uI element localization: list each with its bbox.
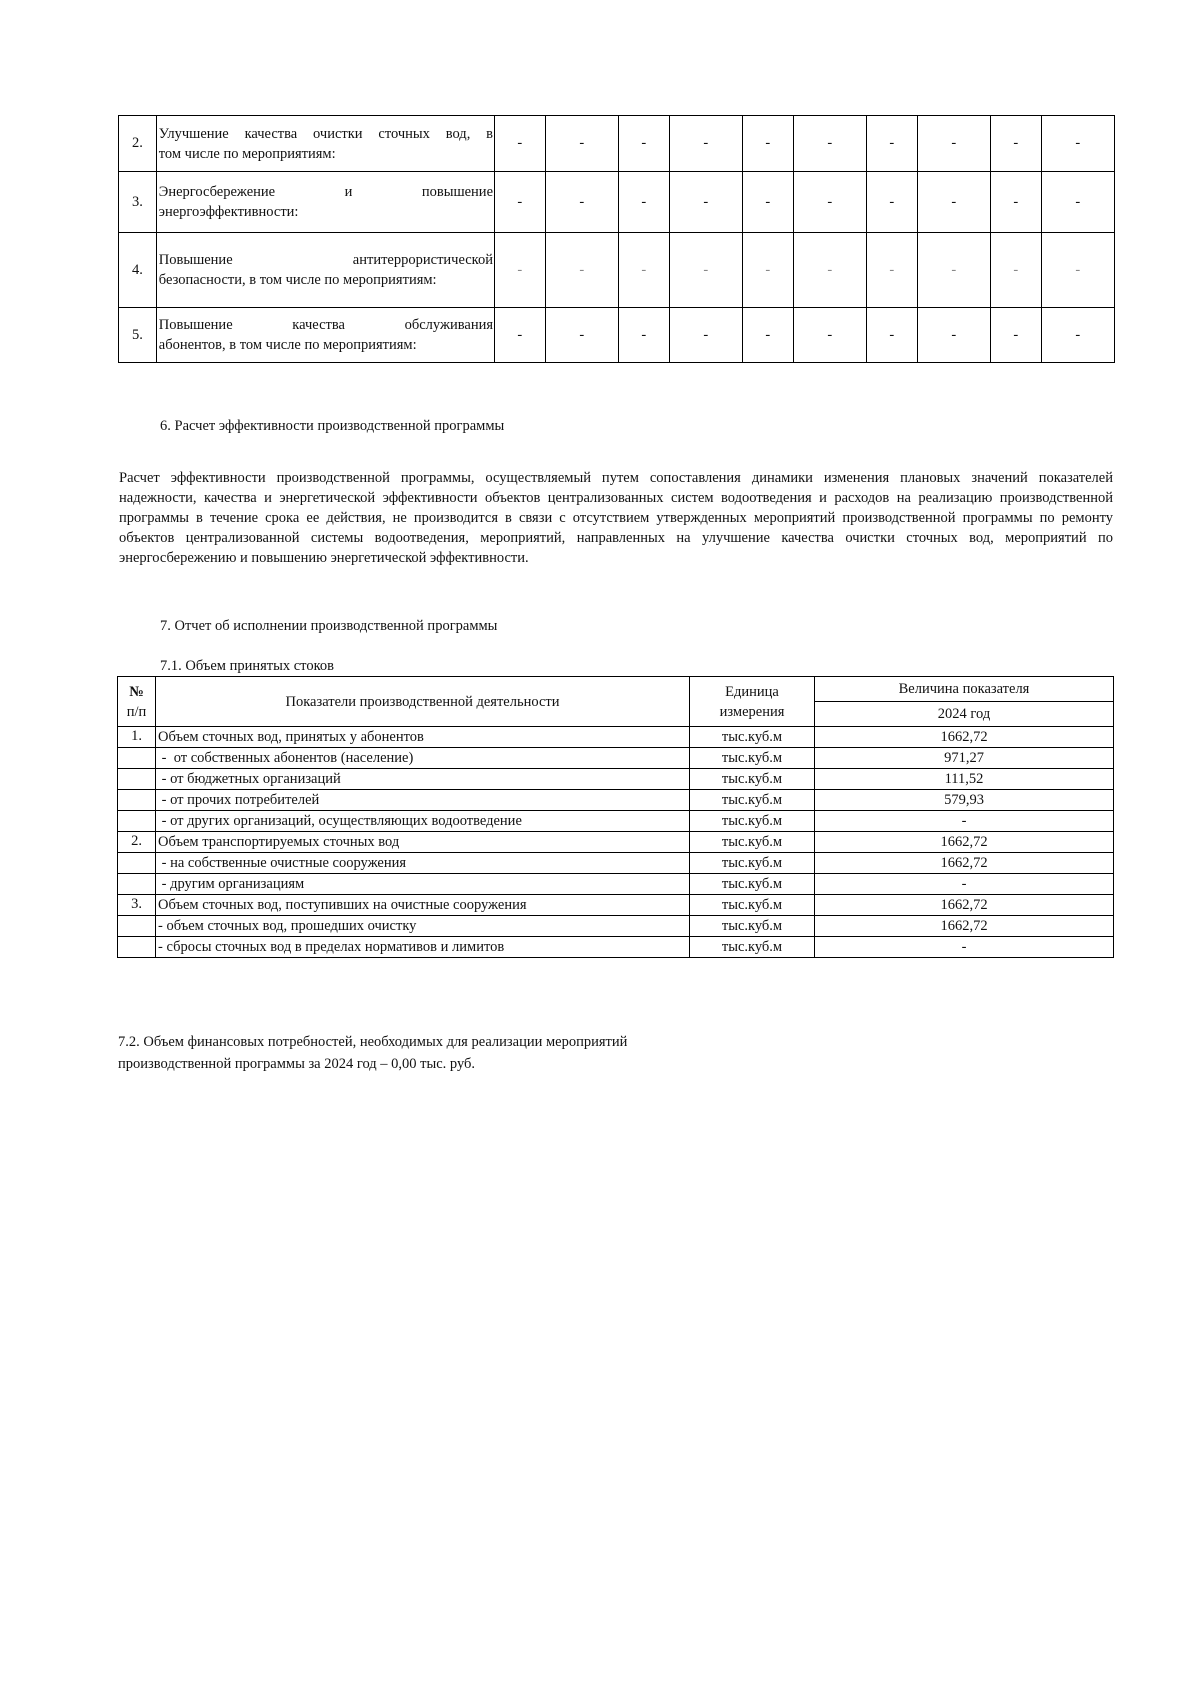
value-cell: - — [866, 116, 917, 172]
measure-name-line-1: Улучшение качества очистки сточных вод, в — [158, 125, 494, 142]
table-row — [118, 853, 1114, 874]
measure-name-line-1: Повышение качества обслуживания — [158, 317, 494, 333]
row-number: 5. — [119, 308, 157, 363]
value-cell: - — [545, 233, 618, 308]
value-cell: 971,27 — [815, 748, 1114, 769]
value-cell: - — [1041, 233, 1114, 308]
table-row — [118, 748, 1114, 769]
row-number: 1. — [118, 727, 156, 748]
row-number — [118, 769, 156, 790]
value-cell: - — [545, 116, 618, 172]
row-number — [118, 748, 156, 769]
measure-name — [156, 308, 494, 363]
value-cell: - — [917, 172, 990, 233]
table-row — [118, 790, 1114, 811]
indicator-name: - от прочих потребителей — [156, 790, 690, 811]
indicator-name: Объем сточных вод, принятых у абонентов — [156, 727, 690, 748]
measure-name-line-2: безопасности, в том числе по мероприятиям: — [158, 272, 437, 288]
value-cell: - — [793, 308, 866, 363]
header-unit-l2: измерения — [719, 703, 785, 720]
row-number: 2. — [119, 116, 157, 172]
row-number — [118, 916, 156, 937]
measure-name — [156, 116, 494, 172]
measure-name-line-2: абонентов, в том числе по мероприятиям: — [158, 337, 417, 353]
value-cell: - — [495, 116, 546, 172]
indicator-name: - сбросы сточных вод в пределах нормативов и лимитов — [156, 937, 690, 958]
value-cell: 1662,72 — [815, 832, 1114, 853]
indicator-name: - на собственные очистные сооружения — [156, 853, 690, 874]
table-row — [118, 895, 1114, 916]
value-cell: - — [793, 172, 866, 233]
measure-name-line-2: энергоэффективности: — [158, 204, 299, 220]
header-unit — [690, 677, 815, 727]
indicator-name: Объем транспортируемых сточных вод — [156, 832, 690, 853]
section-7-1-heading: 7.1. Объем принятых стоков — [160, 658, 334, 674]
measures-row — [119, 116, 1115, 172]
value-cell: - — [669, 233, 742, 308]
value-cell: - — [1041, 172, 1114, 233]
table-row — [118, 727, 1114, 748]
financial-needs-text — [118, 1031, 627, 1075]
wastewater-volume-table — [117, 676, 1114, 958]
header-num-l1: № — [129, 683, 144, 700]
value-cell: - — [545, 308, 618, 363]
table-row — [118, 874, 1114, 895]
value-cell: 1662,72 — [815, 727, 1114, 748]
value-cell: - — [815, 874, 1114, 895]
value-cell: - — [990, 116, 1041, 172]
value-cell: - — [495, 233, 546, 308]
row-number — [118, 811, 156, 832]
table-row — [118, 916, 1114, 937]
measures-row — [119, 233, 1115, 308]
value-cell: 1662,72 — [815, 895, 1114, 916]
unit-cell: тыс.куб.м — [690, 769, 815, 790]
value-cell: - — [1041, 116, 1114, 172]
row-number: 3. — [118, 895, 156, 916]
indicator-name: - другим организациям — [156, 874, 690, 895]
indicator-name: - объем сточных вод, прошедших очистку — [156, 916, 690, 937]
row-number: 3. — [119, 172, 157, 233]
value-cell: - — [619, 308, 670, 363]
value-cell: 1662,72 — [815, 853, 1114, 874]
unit-cell: тыс.куб.м — [690, 916, 815, 937]
value-cell: - — [619, 116, 670, 172]
value-cell: 111,52 — [815, 769, 1114, 790]
value-cell: - — [669, 116, 742, 172]
indicator-name: - от собственных абонентов (население) — [156, 748, 690, 769]
value-cell: - — [917, 308, 990, 363]
value-cell: - — [815, 811, 1114, 832]
value-cell: - — [495, 172, 546, 233]
section-7-heading: 7. Отчет об исполнении производственной программы — [160, 618, 498, 634]
value-cell: - — [917, 116, 990, 172]
unit-cell: тыс.куб.м — [690, 790, 815, 811]
value-cell: - — [990, 172, 1041, 233]
table-row — [118, 832, 1114, 853]
value-cell: - — [990, 233, 1041, 308]
header-year: 2024 год — [815, 702, 1114, 727]
table-row — [118, 769, 1114, 790]
measure-name-line-1: Повышение антитеррористической — [158, 252, 494, 268]
row-number — [118, 937, 156, 958]
value-cell: - — [990, 308, 1041, 363]
header-unit-l1: Единица — [725, 683, 779, 700]
indicator-name: - от других организаций, осуществляющих водоотведение — [156, 811, 690, 832]
measure-name-line-2: том числе по мероприятиям: — [158, 145, 336, 162]
row-number — [118, 874, 156, 895]
measure-name — [156, 233, 494, 308]
value-cell: - — [815, 937, 1114, 958]
unit-cell: тыс.куб.м — [690, 727, 815, 748]
unit-cell: тыс.куб.м — [690, 895, 815, 916]
unit-cell: тыс.куб.м — [690, 937, 815, 958]
measures-row — [119, 308, 1115, 363]
header-num — [118, 677, 156, 727]
value-cell: - — [495, 308, 546, 363]
value-cell: - — [793, 116, 866, 172]
row-number: 4. — [119, 233, 157, 308]
measures-row — [119, 172, 1115, 233]
unit-cell: тыс.куб.м — [690, 832, 815, 853]
value-cell: - — [742, 116, 793, 172]
value-cell: - — [866, 172, 917, 233]
unit-cell: тыс.куб.м — [690, 853, 815, 874]
unit-cell: тыс.куб.м — [690, 811, 815, 832]
measures-table — [118, 115, 1115, 363]
value-cell: - — [793, 233, 866, 308]
value-cell: - — [619, 172, 670, 233]
value-cell: - — [1041, 308, 1114, 363]
value-cell: - — [917, 233, 990, 308]
indicator-name: - от бюджетных организаций — [156, 769, 690, 790]
unit-cell: тыс.куб.м — [690, 874, 815, 895]
header-value: Величина показателя — [815, 677, 1114, 702]
financial-needs-line-1: 7.2. Объем финансовых потребностей, необходимых для реализации мероприятий — [118, 1034, 628, 1050]
measure-name-line-1: Энергосбережение и повышение — [158, 184, 494, 200]
row-number — [118, 790, 156, 811]
value-cell: - — [545, 172, 618, 233]
value-cell: - — [742, 172, 793, 233]
section-6-heading: 6. Расчет эффективности производственной программы — [160, 418, 505, 434]
value-cell: 579,93 — [815, 790, 1114, 811]
indicator-name: Объем сточных вод, поступивших на очистные сооружения — [156, 895, 690, 916]
financial-needs-line-2: производственной программы за 2024 год – 0,00 тыс. руб. — [118, 1056, 476, 1072]
row-number — [118, 853, 156, 874]
value-cell: - — [669, 172, 742, 233]
value-cell: - — [669, 308, 742, 363]
header-indicator: Показатели производственной деятельности — [156, 677, 690, 727]
unit-cell: тыс.куб.м — [690, 748, 815, 769]
header-num-l2: п/п — [126, 703, 147, 720]
value-cell: - — [742, 308, 793, 363]
row-number: 2. — [118, 832, 156, 853]
value-cell: - — [619, 233, 670, 308]
table-row — [118, 811, 1114, 832]
efficiency-paragraph: Расчет эффективности производственной программы, осуществляемый путем сопоставления динамики изменения плановых значений показателей надежности, качества и энергетической эффективности объектов централизованных систем водоотведения и расходов на реализацию производственной программы в течение срока ее действия, не производится в связи с отсутствием утвержденных мероприятий производственной программы по ремонту объектов централизованной системы водоотведения, мероприятий, направленных на улучшение качества очистки сточных вод, мероприятий по энергосбережению и повышению энергетической эффективности. — [119, 470, 1113, 566]
value-cell: - — [866, 308, 917, 363]
measure-name — [156, 172, 494, 233]
table-row — [118, 937, 1114, 958]
value-cell: 1662,72 — [815, 916, 1114, 937]
value-cell: - — [866, 233, 917, 308]
value-cell: - — [742, 233, 793, 308]
